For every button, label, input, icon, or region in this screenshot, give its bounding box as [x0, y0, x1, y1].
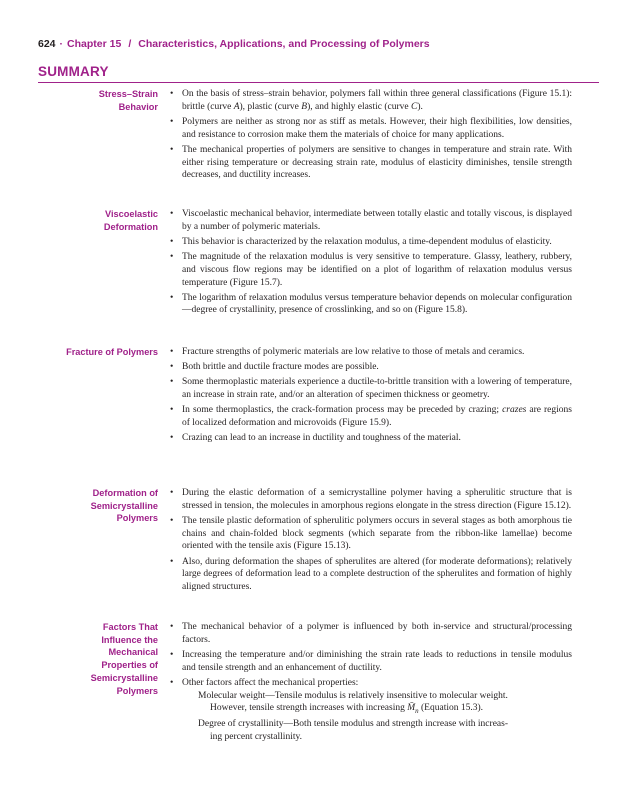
bullet-list — [170, 208, 572, 320]
bullet-item: • Some thermoplastic materials experience a ductile-to-brittle transition with a lowering of temperature, an increase in strain rate, and/or an alteration of specimen thickness or geometry. — [170, 376, 572, 401]
bullet-item: • On the basis of stress–strain behavior, polymers fall within three general classifications (Figure 15.1): brittle (curve A), plastic (curve B), and highly elastic (curve C). — [170, 88, 572, 113]
section-label: Deformation of Semicrystalline Polymers — [90, 488, 158, 524]
bullet-list — [170, 346, 572, 447]
bullet-list — [170, 88, 572, 184]
bullet-item: • The mechanical behavior of a polymer is influenced by both in-service and structural/processing factors. — [170, 621, 572, 646]
bullet-item: • The tensile plastic deformation of spherulitic polymers occurs in several stages as both amorphous tie chains and chain-folded block segments (which separate from the ribbon-like lamellae) become oriented with the tensile axis (Figure 15.13). — [170, 515, 572, 553]
bullet-item: • Polymers are neither as strong nor as stiff as metals. However, their high flexibilities, low densities, and resistance to corrosion make them the materials of choice for many applications. — [170, 116, 572, 141]
section-label: Stress–Strain Behavior — [98, 89, 158, 112]
bullet-item: • In some thermoplastics, the crack-formation process may be preceded by crazing; crazes are regions of localized deformation and microvoids (Figure 15.9). — [170, 404, 572, 429]
header-separator: · — [59, 38, 64, 50]
bullet-item: • This behavior is characterized by the relaxation modulus, a time-dependent modulus of elasticity. — [170, 236, 572, 249]
section-label: Viscoelastic Deformation — [103, 209, 158, 232]
sub-item-crystallinity-cont: ing percent crystallinity. — [210, 731, 302, 742]
bullet-item: • The logarithm of relaxation modulus versus temperature behavior depends on molecular configuration—degree of crystallinity, presence of crosslinking, and so on (Figure 15.8). — [170, 292, 572, 317]
summary-heading: SUMMARY — [38, 64, 599, 83]
chapter-label: Chapter 15 — [67, 38, 122, 50]
bullet-item: • Increasing the temperature and/or diminishing the strain rate leads to reductions in tensile modulus and tensile strength and an enhancement of ductility. — [170, 649, 572, 674]
bullet-item: • Also, during deformation the shapes of spherulites are altered (for moderate deformations); relatively large degrees of deformation lead to a complete destruction of the spherulites and formation of highly aligned structures. — [170, 556, 572, 594]
bullet-item: • The mechanical properties of polymers are sensitive to changes in temperature and strain rate. With either rising temperature or decreasing strain rate, modulus of elasticity diminishes, tensile strength decreases, and ductility increases. — [170, 144, 572, 182]
bullet-item: • During the elastic deformation of a semicrystalline polymer having a spherulitic structure that is stressed in tension, the molecules in amorphous regions elongate in the stress direction (Figure 15.12). — [170, 487, 572, 512]
running-header — [38, 38, 598, 50]
bullet-list — [170, 487, 572, 596]
header-slash: / — [128, 38, 132, 50]
bullet-item: • The magnitude of the relaxation modulus is very sensitive to temperature. Glassy, leathery, rubbery, and viscous flow regions may be identified on a plot of logarithm of relaxation modulus versus temperature (Figure 15.7). — [170, 251, 572, 289]
bullet-item: • Viscoelastic mechanical behavior, intermediate between totally elastic and totally viscous, is displayed by a number of polymeric materials. — [170, 208, 572, 233]
section-label: Fracture of Polymers — [66, 347, 158, 357]
bullet-list — [170, 621, 572, 746]
page-number: 624 — [38, 38, 56, 50]
section-label: Factors That Influence the Mechanical Properties of Semicrystalline Polymers — [90, 622, 158, 696]
bullet-item: • Both brittle and ductile fracture modes are possible. — [170, 361, 572, 374]
sub-item-crystallinity: Degree of crystallinity—Both tensile modulus and strength increase with increas- — [198, 718, 508, 729]
sub-item-molecular-weight: Molecular weight—Tensile modulus is relatively insensitive to molecular weight. — [198, 690, 508, 701]
bullet-item — [170, 677, 572, 743]
sub-item-molecular-weight-cont: However, tensile strength increases with increasing $M̄_n$ (Equation 15.3). — [210, 703, 484, 716]
bullet-item: • Crazing can lead to an increase in ductility and toughness of the material. — [170, 432, 572, 445]
chapter-title: Characteristics, Applications, and Processing of Polymers — [138, 38, 430, 50]
bullet-item-text: Other factors affect the mechanical properties: — [182, 677, 359, 688]
bullet-item: • Fracture strengths of polymeric materials are low relative to those of metals and ceramics. — [170, 346, 572, 359]
